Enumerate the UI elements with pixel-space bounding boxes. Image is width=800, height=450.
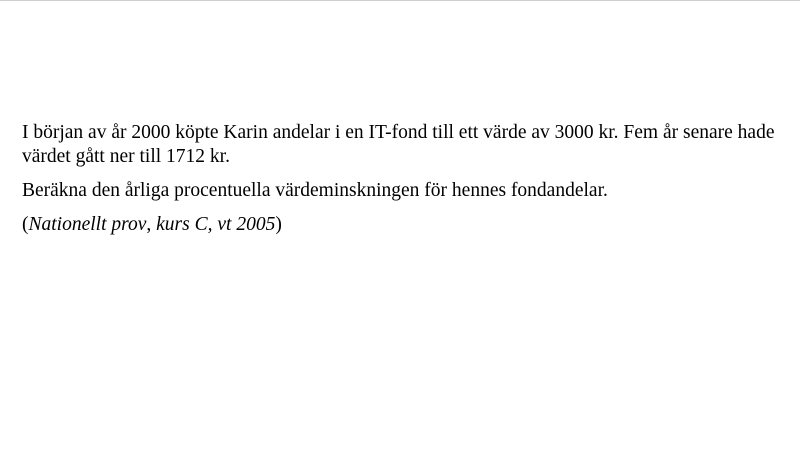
citation-separator: , xyxy=(146,214,157,235)
citation-close-paren: ) xyxy=(275,214,282,235)
citation-source: Nationellt prov xyxy=(28,214,147,235)
problem-text-block xyxy=(22,121,782,247)
citation-detail: kurs C, vt 2005 xyxy=(156,214,276,235)
problem-question: Beräkna den årliga procentuella värdeminskningen för hennes fondandelar. xyxy=(22,180,608,201)
source-citation xyxy=(22,213,782,237)
problem-statement: I början av år 2000 köpte Karin andelar i en IT-fond till ett värde av 3000 kr. Fem år senare hade värdet gått ner till 1712 kr. xyxy=(22,122,775,167)
top-border xyxy=(0,0,800,1)
citation-open-paren: ( xyxy=(22,214,29,235)
